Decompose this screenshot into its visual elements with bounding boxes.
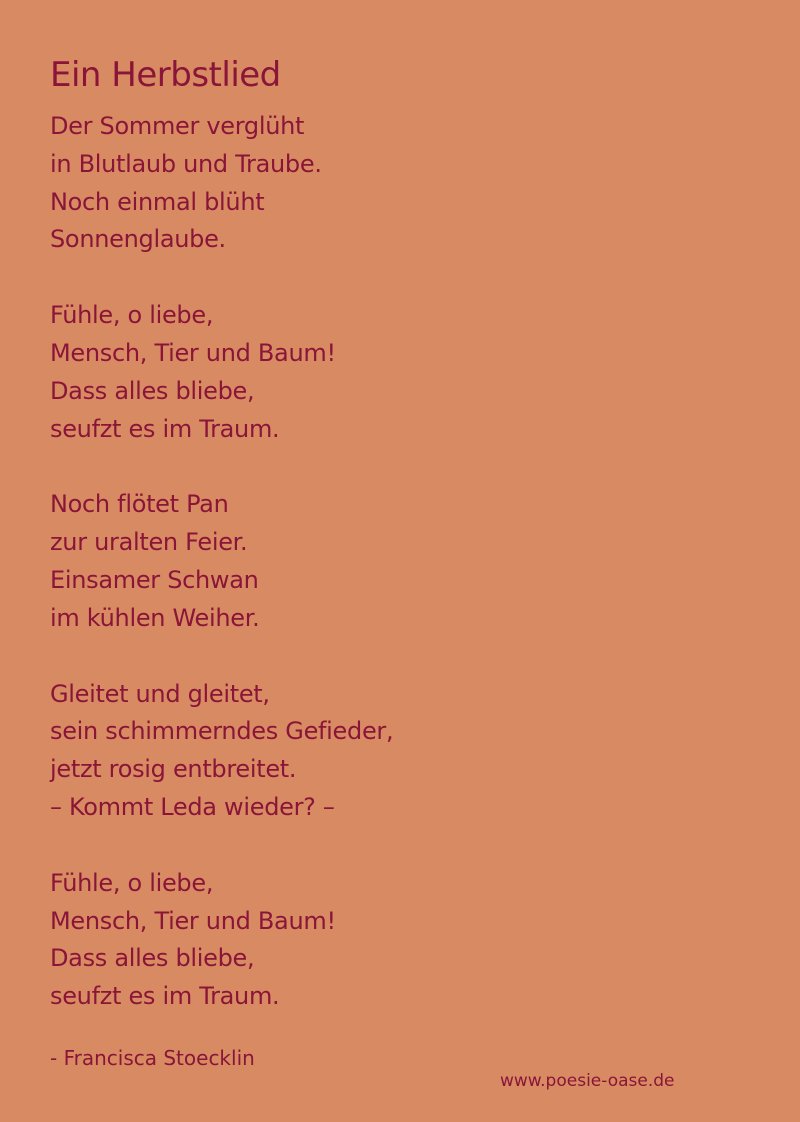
stanza-5 — [50, 865, 750, 1016]
stanza-4 — [50, 676, 750, 827]
stanza-1 — [50, 108, 750, 259]
poem-title: Ein Herbstlied — [50, 55, 281, 95]
poem-line: Dass alles bliebe, — [50, 944, 255, 973]
poem-line: Fühle, o liebe, — [50, 868, 214, 897]
poem-line: Dass alles bliebe, — [50, 376, 255, 405]
poem-line: Mensch, Tier und Baum! — [50, 906, 336, 935]
poem-container — [50, 52, 750, 1054]
poem-line: Noch flötet Pan — [50, 490, 229, 519]
poem-line: seufzt es im Traum. — [50, 982, 280, 1011]
poem-line: seufzt es im Traum. — [50, 414, 280, 443]
stanza-2 — [50, 297, 750, 448]
poem-line: im kühlen Weiher. — [50, 603, 260, 632]
poem-line: Der Sommer verglüht — [50, 112, 305, 140]
poem-line: sein schimmerndes Gefieder, — [50, 717, 394, 746]
poem-line: in Blutlaub und Traube. — [50, 149, 322, 178]
poem-line: jetzt rosig entbreitet. — [50, 755, 297, 784]
poem-line: Gleitet und gleitet, — [50, 679, 270, 708]
poem-line: – Kommt Leda wieder? – — [50, 792, 335, 821]
poem-line: zur uralten Feier. — [50, 528, 248, 557]
stanza-3 — [50, 486, 750, 637]
poem-line: Mensch, Tier und Baum! — [50, 338, 336, 367]
poem-line: Noch einmal blüht — [50, 187, 265, 216]
poem-line: Einsamer Schwan — [50, 565, 259, 594]
website-link[interactable]: www.poesie-oase.de — [500, 1071, 675, 1091]
poem-line: Sonnenglaube. — [50, 225, 226, 254]
poem-line: Fühle, o liebe, — [50, 301, 214, 330]
poem-author: - Francisca Stoecklin — [50, 1046, 255, 1070]
